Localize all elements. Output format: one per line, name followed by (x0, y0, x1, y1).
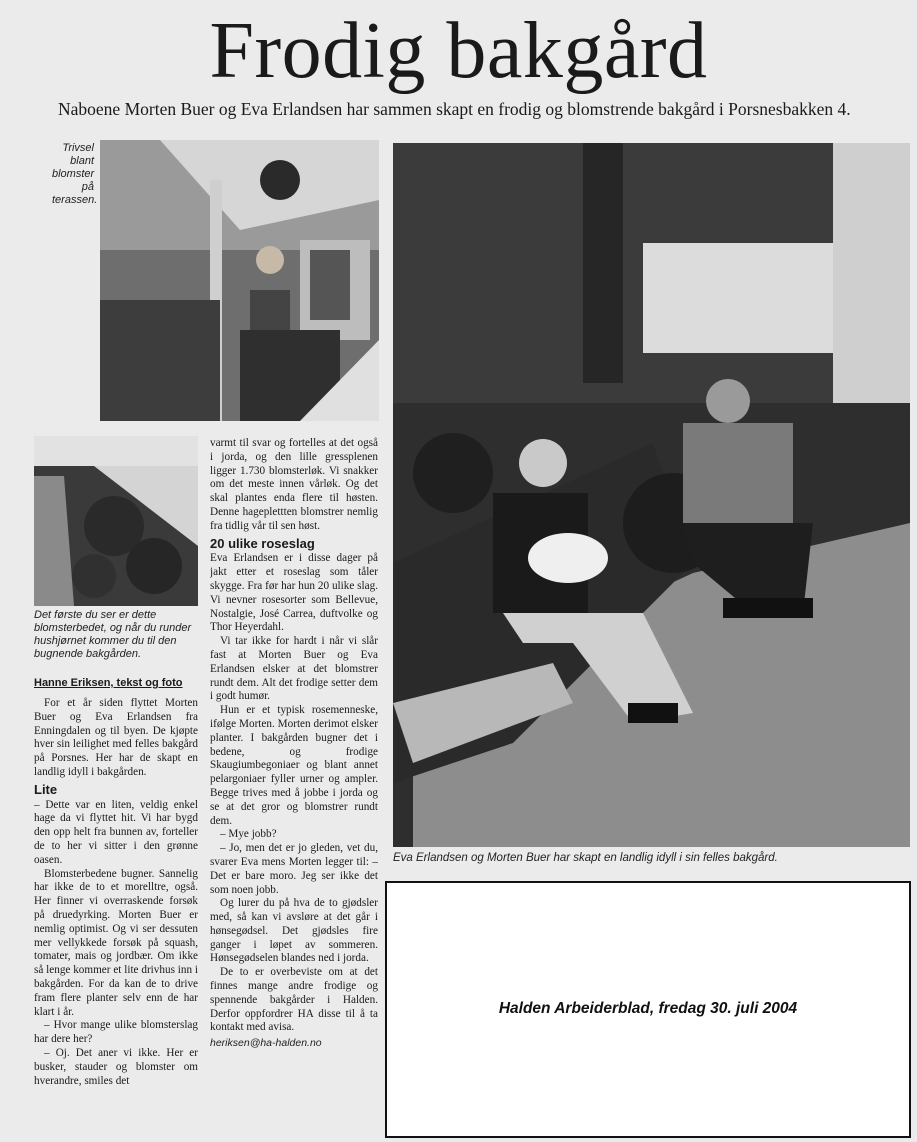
paragraph: Vi tar ikke for hardt i når vi slår fast at Morten Buer og Eva Erlandsen elsker at det blomstrer rundt dem. Alt det frodige setter dem i godt humør. (210, 635, 378, 703)
paragraph: Hun er et typisk rosemenneske, ifølge Morten. Morten derimot elsker planter. I bakgården bugner det i bedene, og frodige Skaugiumbegoniaer og blant annet pelargoniaer fyller urner og ampler. Begge trives med å jobbe i jorda og se at det gror og blomstrer rundt dem. (210, 704, 378, 827)
paragraph: – Hvor mange ulike blomsterslag har dere her? (34, 1019, 198, 1046)
flowerbed-photo (34, 436, 198, 606)
terrace-caption: Trivsel blant blomster på terassen. (52, 142, 98, 206)
main-photo-caption: Eva Erlandsen og Morten Buer har skapt en landlig idyll i sin felles bakgård. (393, 852, 778, 864)
paragraph: – Oj. Det aner vi ikke. Her er busker, stauder og blomster om hverandre, smiles det (34, 1046, 198, 1087)
flowerbed-caption: Det første du ser er dette blomsterbedet, og når du runder hushjørnet kommer du til den bugnende bakgården. (34, 609, 192, 660)
terrace-photo (100, 140, 379, 421)
paragraph: Og lurer du på hva de to gjødsler med, så kan vi avsløre at det går i hønsegødsel. Det gjødsles fire ganger i løpet av sommeren. Hønsegødselen blandes ned i jorda. (210, 897, 378, 965)
source-credit-box (385, 881, 911, 1138)
paragraph: – Mye jobb? (220, 828, 277, 841)
article-title: Frodig bakgård (209, 7, 708, 95)
paragraph: De to er overbeviste om at det finnes mange andre frodige og spennende bakgårder i Halden. Derfor oppfordrer HA disse til å ta kontakt med avisa. (210, 966, 378, 1034)
paragraph: – Jo, men det er jo gleden, vet du, svarer Eva mens Morten legger til: – Det er bare moro. Jeg ser ikke det som noen jobb. (210, 842, 378, 896)
paragraph: Blomsterbedene bugner. Sannelig har ikke de to et morelltre, også. Her finner vi overraskende forsøk på druedyrking. Morten Buer er nemlig optimist. Og vi ser dessuten mer vellykkede forsøk på squash, tomater, mais og jordbær. Om ikke så lenge kommer et lite drivhus inn i bakgården. For da kan de to drive fram flere planter selv enn de har klart i år. (34, 867, 198, 1018)
paragraph: For et år siden flyttet Morten Buer og Eva Erlandsen fra Enningdalen og til byen. De kjøpte hver sin leilighet med felles bakgård på Porsnes. Her har de skapt en landlig idyll i bakgården. (34, 697, 198, 778)
author-email: heriksen@ha-halden.no (210, 1037, 322, 1050)
main-photo (393, 143, 910, 847)
section-heading: 20 ulike roseslag (210, 535, 315, 551)
source-credit: Halden Arbeiderblad, fredag 30. juli 2004 (498, 1000, 798, 1017)
article-subtitle: Naboene Morten Buer og Eva Erlandsen har sammen skapt en frodig og blomstrende bakgård i Porsnesbakken 4. (58, 99, 851, 119)
section-heading: Lite (34, 781, 58, 797)
article-column-2 (210, 437, 378, 1137)
article-column-1 (34, 697, 198, 1137)
byline: Hanne Eriksen, tekst og foto (34, 677, 183, 689)
paragraph: varmt til svar og fortelles at det også i jorda, og den lille gressplenen ligger 1.730 blomsterløk. Vi snakker om det meste innen vårløk. Og det skal plantes enda flere til høsten. Denne hageplettten blomstrer nemlig fra tidlig vår til sen høst. (210, 437, 378, 532)
paragraph: Eva Erlandsen er i disse dager på jakt etter et roseslag som tåler skygge. Fra før har hun 20 ulike slag. Vi nevner rosesorter som Bellevue, Nostalgie, José Carrea, duftvolke og Thor Heyerdahl. (210, 552, 378, 634)
paragraph: – Dette var en liten, veldig enkel hage da vi flyttet hit. Vi har bygd den opp helt fra bunnen av, forteller de to her vi sitter i den grønne oasen. (34, 798, 198, 866)
